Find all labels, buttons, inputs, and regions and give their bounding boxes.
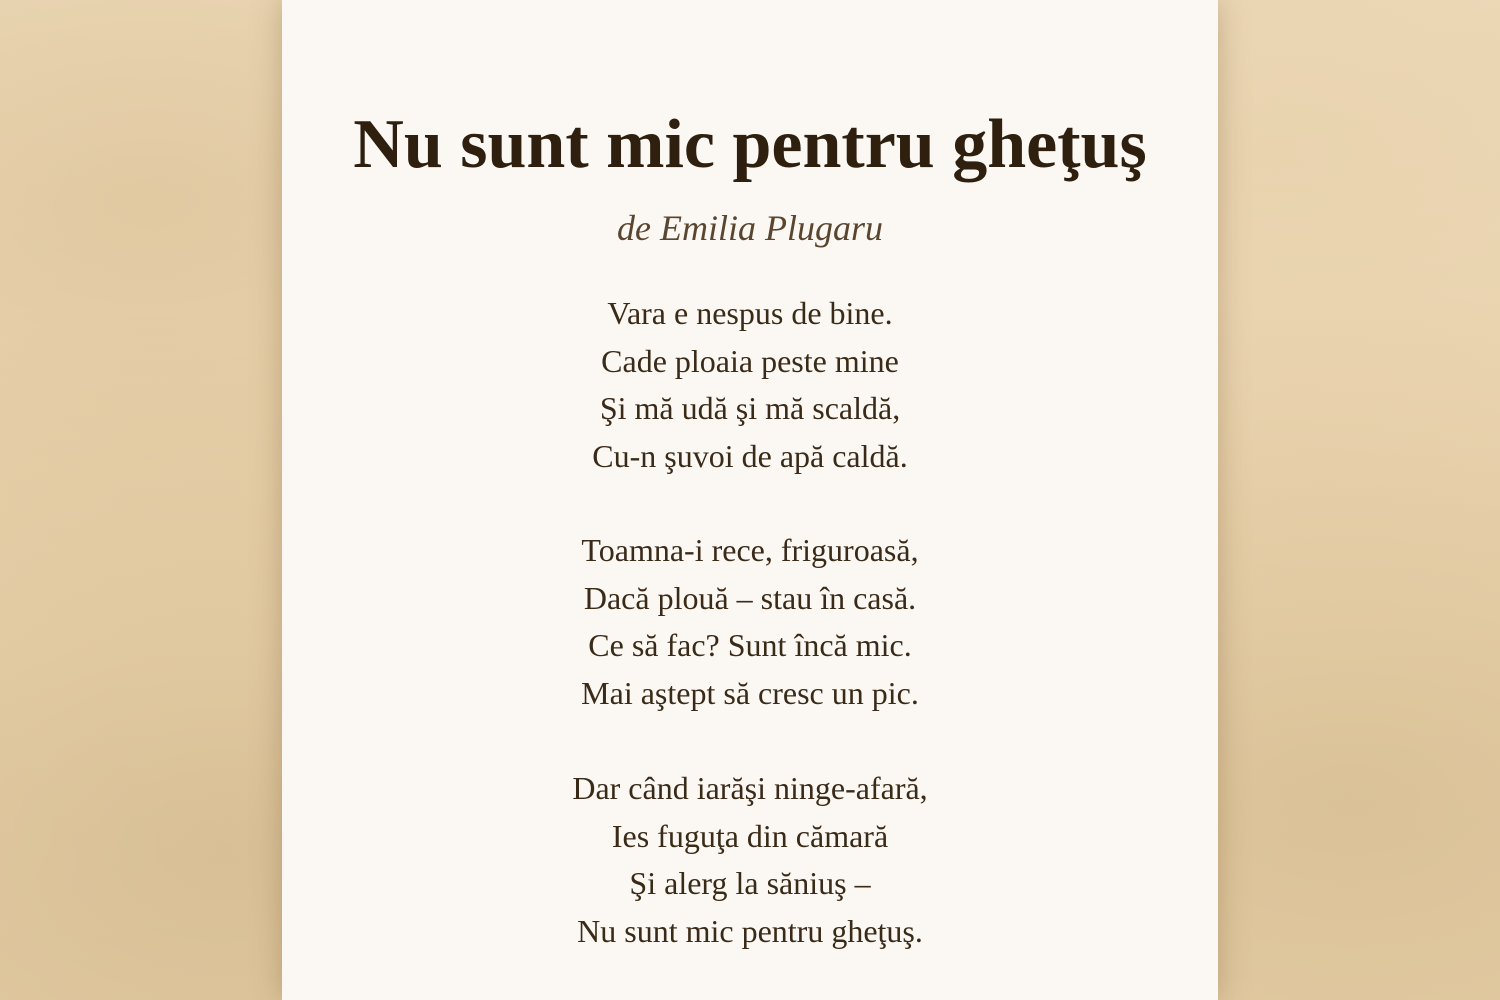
poem-paper: [282, 0, 1218, 1000]
poem-line: Vara e nespus de bine.: [607, 295, 893, 331]
poem-line: Şi mă udă şi mă scaldă,: [599, 390, 901, 426]
poem-title: Nu sunt mic pentru gheţuş: [353, 106, 1147, 183]
poem-line: Mai aştept să cresc un pic.: [581, 674, 919, 711]
poem-author: de Emilia Plugaru: [617, 208, 883, 248]
poem-line: Cu-n şuvoi de apă caldă.: [592, 437, 908, 474]
poem-line: Nu sunt mic pentru gheţuş.: [577, 912, 923, 949]
poem-line: Ies fuguţa din cămară: [611, 817, 889, 854]
stanza-2: [282, 527, 1218, 717]
poem-line: Şi alerg la săniuş –: [629, 865, 871, 901]
poem-line: Toamna-i rece, friguroasă,: [581, 532, 919, 568]
poem-line: Ce să fac? Sunt încă mic.: [588, 627, 912, 663]
stanza-1: [282, 290, 1218, 480]
stanza-3: [282, 765, 1218, 955]
poem-line: Dacă plouă – stau în casă.: [583, 579, 917, 616]
poem-line: Cade ploaia peste mine: [601, 342, 899, 379]
poem-line: Dar când iarăşi ninge-afară,: [572, 770, 928, 806]
